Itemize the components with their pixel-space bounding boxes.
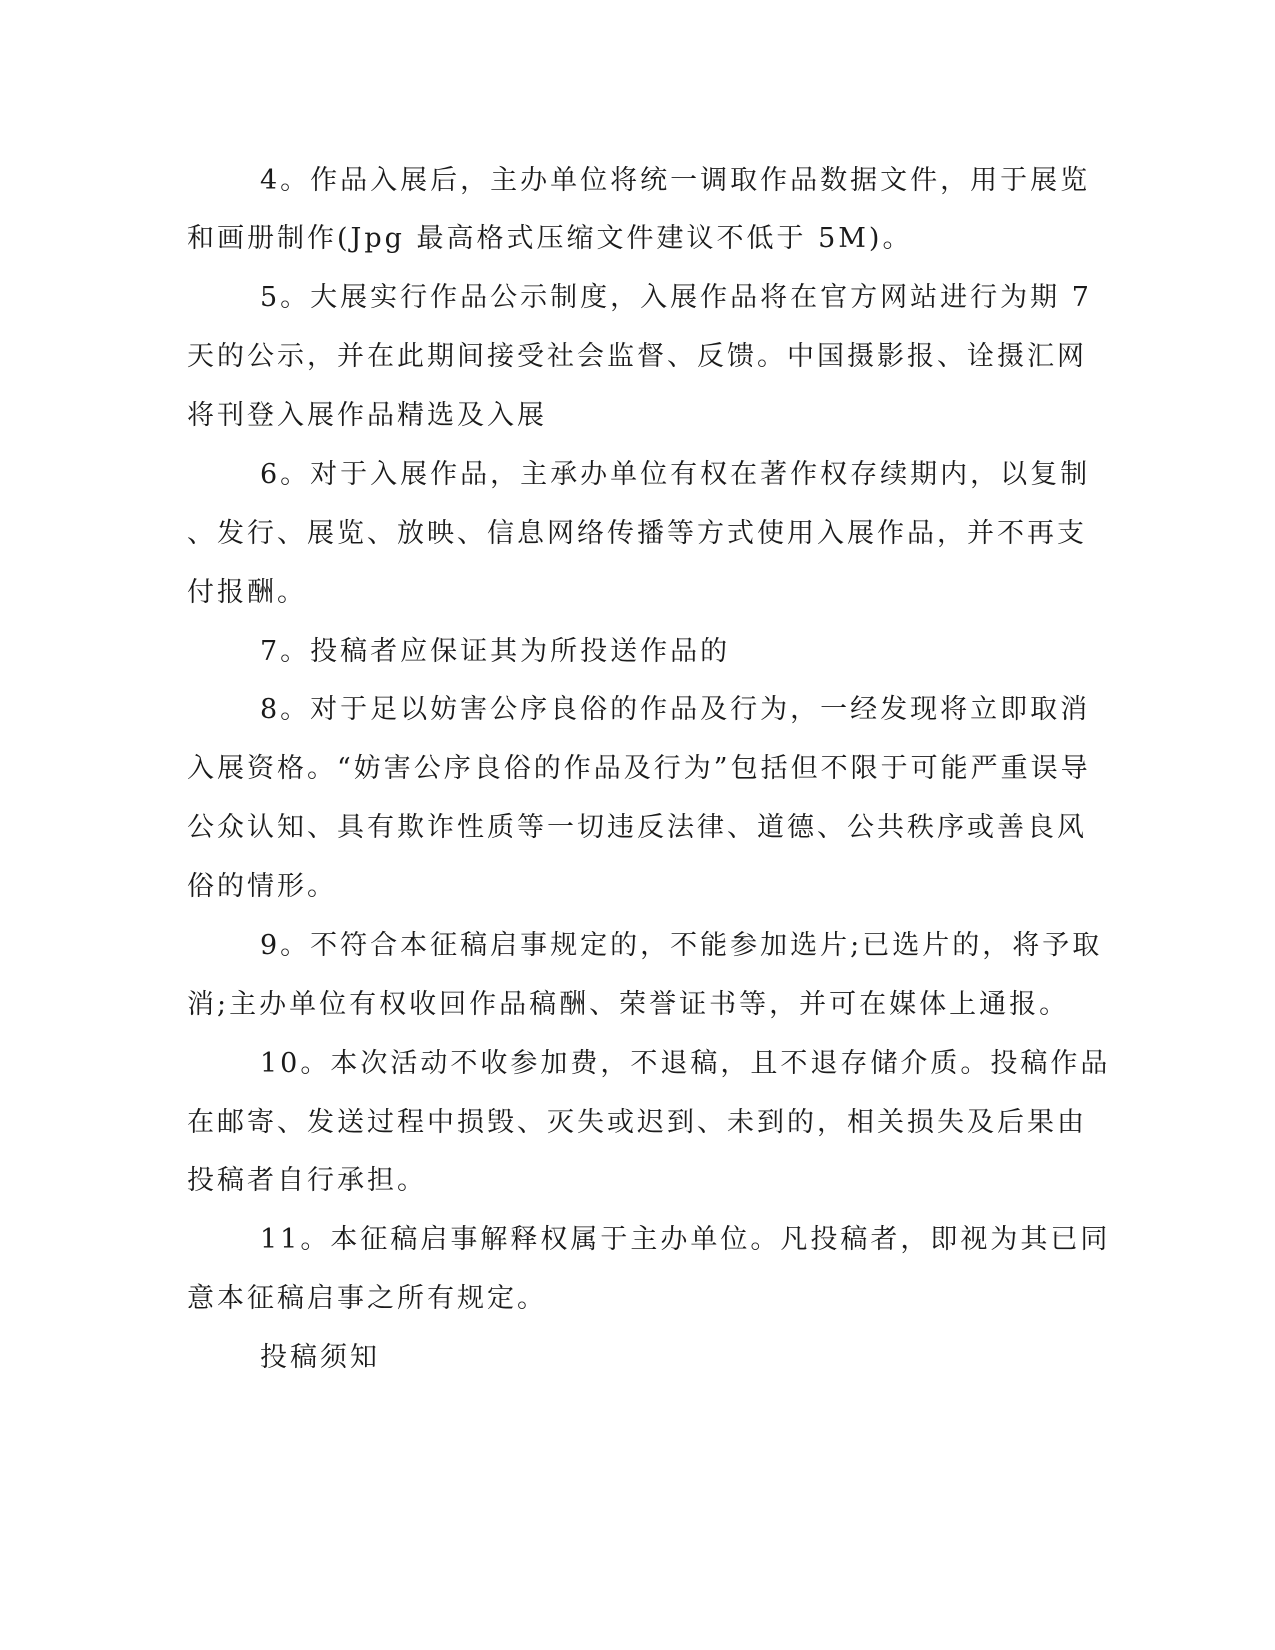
- paragraph-8-line-1: 8。对于足以妨害公序良俗的作品及行为，一经发现将立即取消: [260, 694, 1091, 725]
- paragraph-10-line-1: 10。本次活动不收参加费，不退稿，且不退存储介质。投稿作品: [260, 1048, 1111, 1079]
- paragraph-8-line-4: 俗的情形。: [187, 871, 337, 902]
- paragraph-7-line-1: 7。投稿者应保证其为所投送作品的: [260, 636, 731, 667]
- paragraph-10-line-3: 投稿者自行承担。: [187, 1165, 427, 1196]
- paragraph-5-line-1: 5。大展实行作品公示制度，入展作品将在官方网站进行为期 7: [260, 282, 1092, 313]
- paragraph-6-line-3: 付报酬。: [187, 577, 307, 608]
- paragraph-11-line-1: 11。本征稿启事解释权属于主办单位。凡投稿者，即视为其已同: [260, 1224, 1111, 1255]
- paragraph-4-line-1: 4。作品入展后，主办单位将统一调取作品数据文件，用于展览: [260, 165, 1091, 196]
- paragraph-5-line-2: 天的公示，并在此期间接受社会监督、反馈。中国摄影报、诠摄汇网: [187, 341, 1087, 372]
- paragraph-10-line-2: 在邮寄、发送过程中损毁、灭失或迟到、未到的，相关损失及后果由: [187, 1107, 1087, 1138]
- paragraph-5-line-3: 将刊登入展作品精选及入展: [187, 400, 547, 431]
- paragraph-9-line-2: 消;主办单位有权收回作品稿酬、荣誉证书等，并可在媒体上通报。: [187, 989, 1070, 1020]
- paragraph-9-line-1: 9。不符合本征稿启事规定的，不能参加选片;已选片的，将予取: [260, 930, 1103, 961]
- paragraph-6-line-1: 6。对于入展作品，主承办单位有权在著作权存续期内，以复制: [260, 459, 1091, 490]
- paragraph-6-line-2: 、发行、展览、放映、信息网络传播等方式使用入展作品，并不再支: [187, 518, 1087, 549]
- section-heading-submission-notice: 投稿须知: [260, 1342, 380, 1373]
- paragraph-8-line-3: 公众认知、具有欺诈性质等一切违反法律、道德、公共秩序或善良风: [187, 812, 1087, 843]
- paragraph-4-line-2: 和画册制作(Jpg 最高格式压缩文件建议不低于 5M)。: [187, 223, 913, 254]
- paragraph-11-line-2: 意本征稿启事之所有规定。: [187, 1283, 547, 1314]
- paragraph-8-line-2: 入展资格。“妨害公序良俗的作品及行为”包括但不限于可能严重误导: [187, 753, 1091, 784]
